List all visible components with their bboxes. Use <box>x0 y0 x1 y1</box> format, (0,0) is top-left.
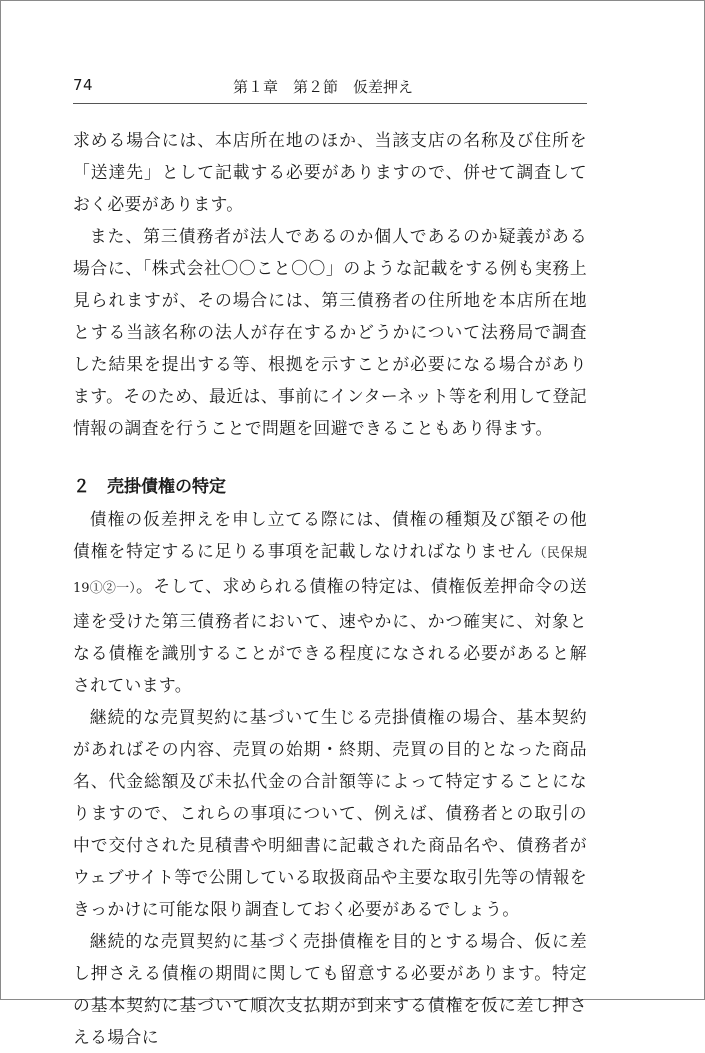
page-number: 74 <box>73 76 94 94</box>
section-heading: ２ 売掛債権の特定 <box>73 477 226 497</box>
paragraph-text: 。そして、求められる債権の特定は、債権仮差押命令の送達を受けた第三債務者において、速やかに、かつ確実に、対象となる債権を識別することができる程度になされる必要があると解されています。 <box>73 576 587 695</box>
paragraph: また、第三債務者が法人であるのか個人であるのか疑義がある場合に、「株式会社〇〇こと〇〇」のような記載をする例も実務上見られますが、その場合には、第三債務者の住所地を本店所在地とする当該名称の法人が存在するかどうかについて法務局で調査した結果を提出する等、根拠を示すことが必要になる場合があります。そのため、最近は、事前にインターネット等を利用して登記情報の調査を行うことで問題を回避できることもあり得ます。 <box>73 226 587 438</box>
legal-citation: （民保規19①②一） <box>73 546 587 596</box>
paragraph-continued: 求める場合には、本店所在地のほか、当該支店の名称及び住所を「送達先」として記載する必要がありますので、併せて調査しておく必要があります。 <box>73 130 587 214</box>
paragraph-text: 債権の仮差押えを申し立てる際には、債権の種類及び額その他債権を特定するに足りる事項を記載しなければなりません <box>73 509 587 561</box>
paragraph-continues: 継続的な売買契約に基づく売掛債権を目的とする場合、仮に差し押さえる債権の期間に関しても留意する必要があります。特定の基本契約に基づいて順次支払期が到来する債権を仮に差し押さえる場合に <box>73 931 587 1047</box>
header-rule <box>73 103 587 104</box>
paragraph-with-citation <box>73 503 587 701</box>
page-header <box>73 76 587 98</box>
body-text <box>73 124 587 1053</box>
running-head: 第１章 第２節 仮差押え <box>233 78 414 96</box>
paragraph: 継続的な売買契約に基づいて生じる売掛債権の場合、基本契約があればその内容、売買の始期・終期、売買の目的となった商品名、代金総額及び未払代金の合計額等によって特定することになりますので、これらの事項について、例えば、債務者との取引の中で交付された見積書や明細書に記載された商品名や、債務者がウェブサイト等で公開している取扱商品や主要な取引先等の情報をきっかけに可能な限り調査しておく必要があるでしょう。 <box>73 707 587 919</box>
